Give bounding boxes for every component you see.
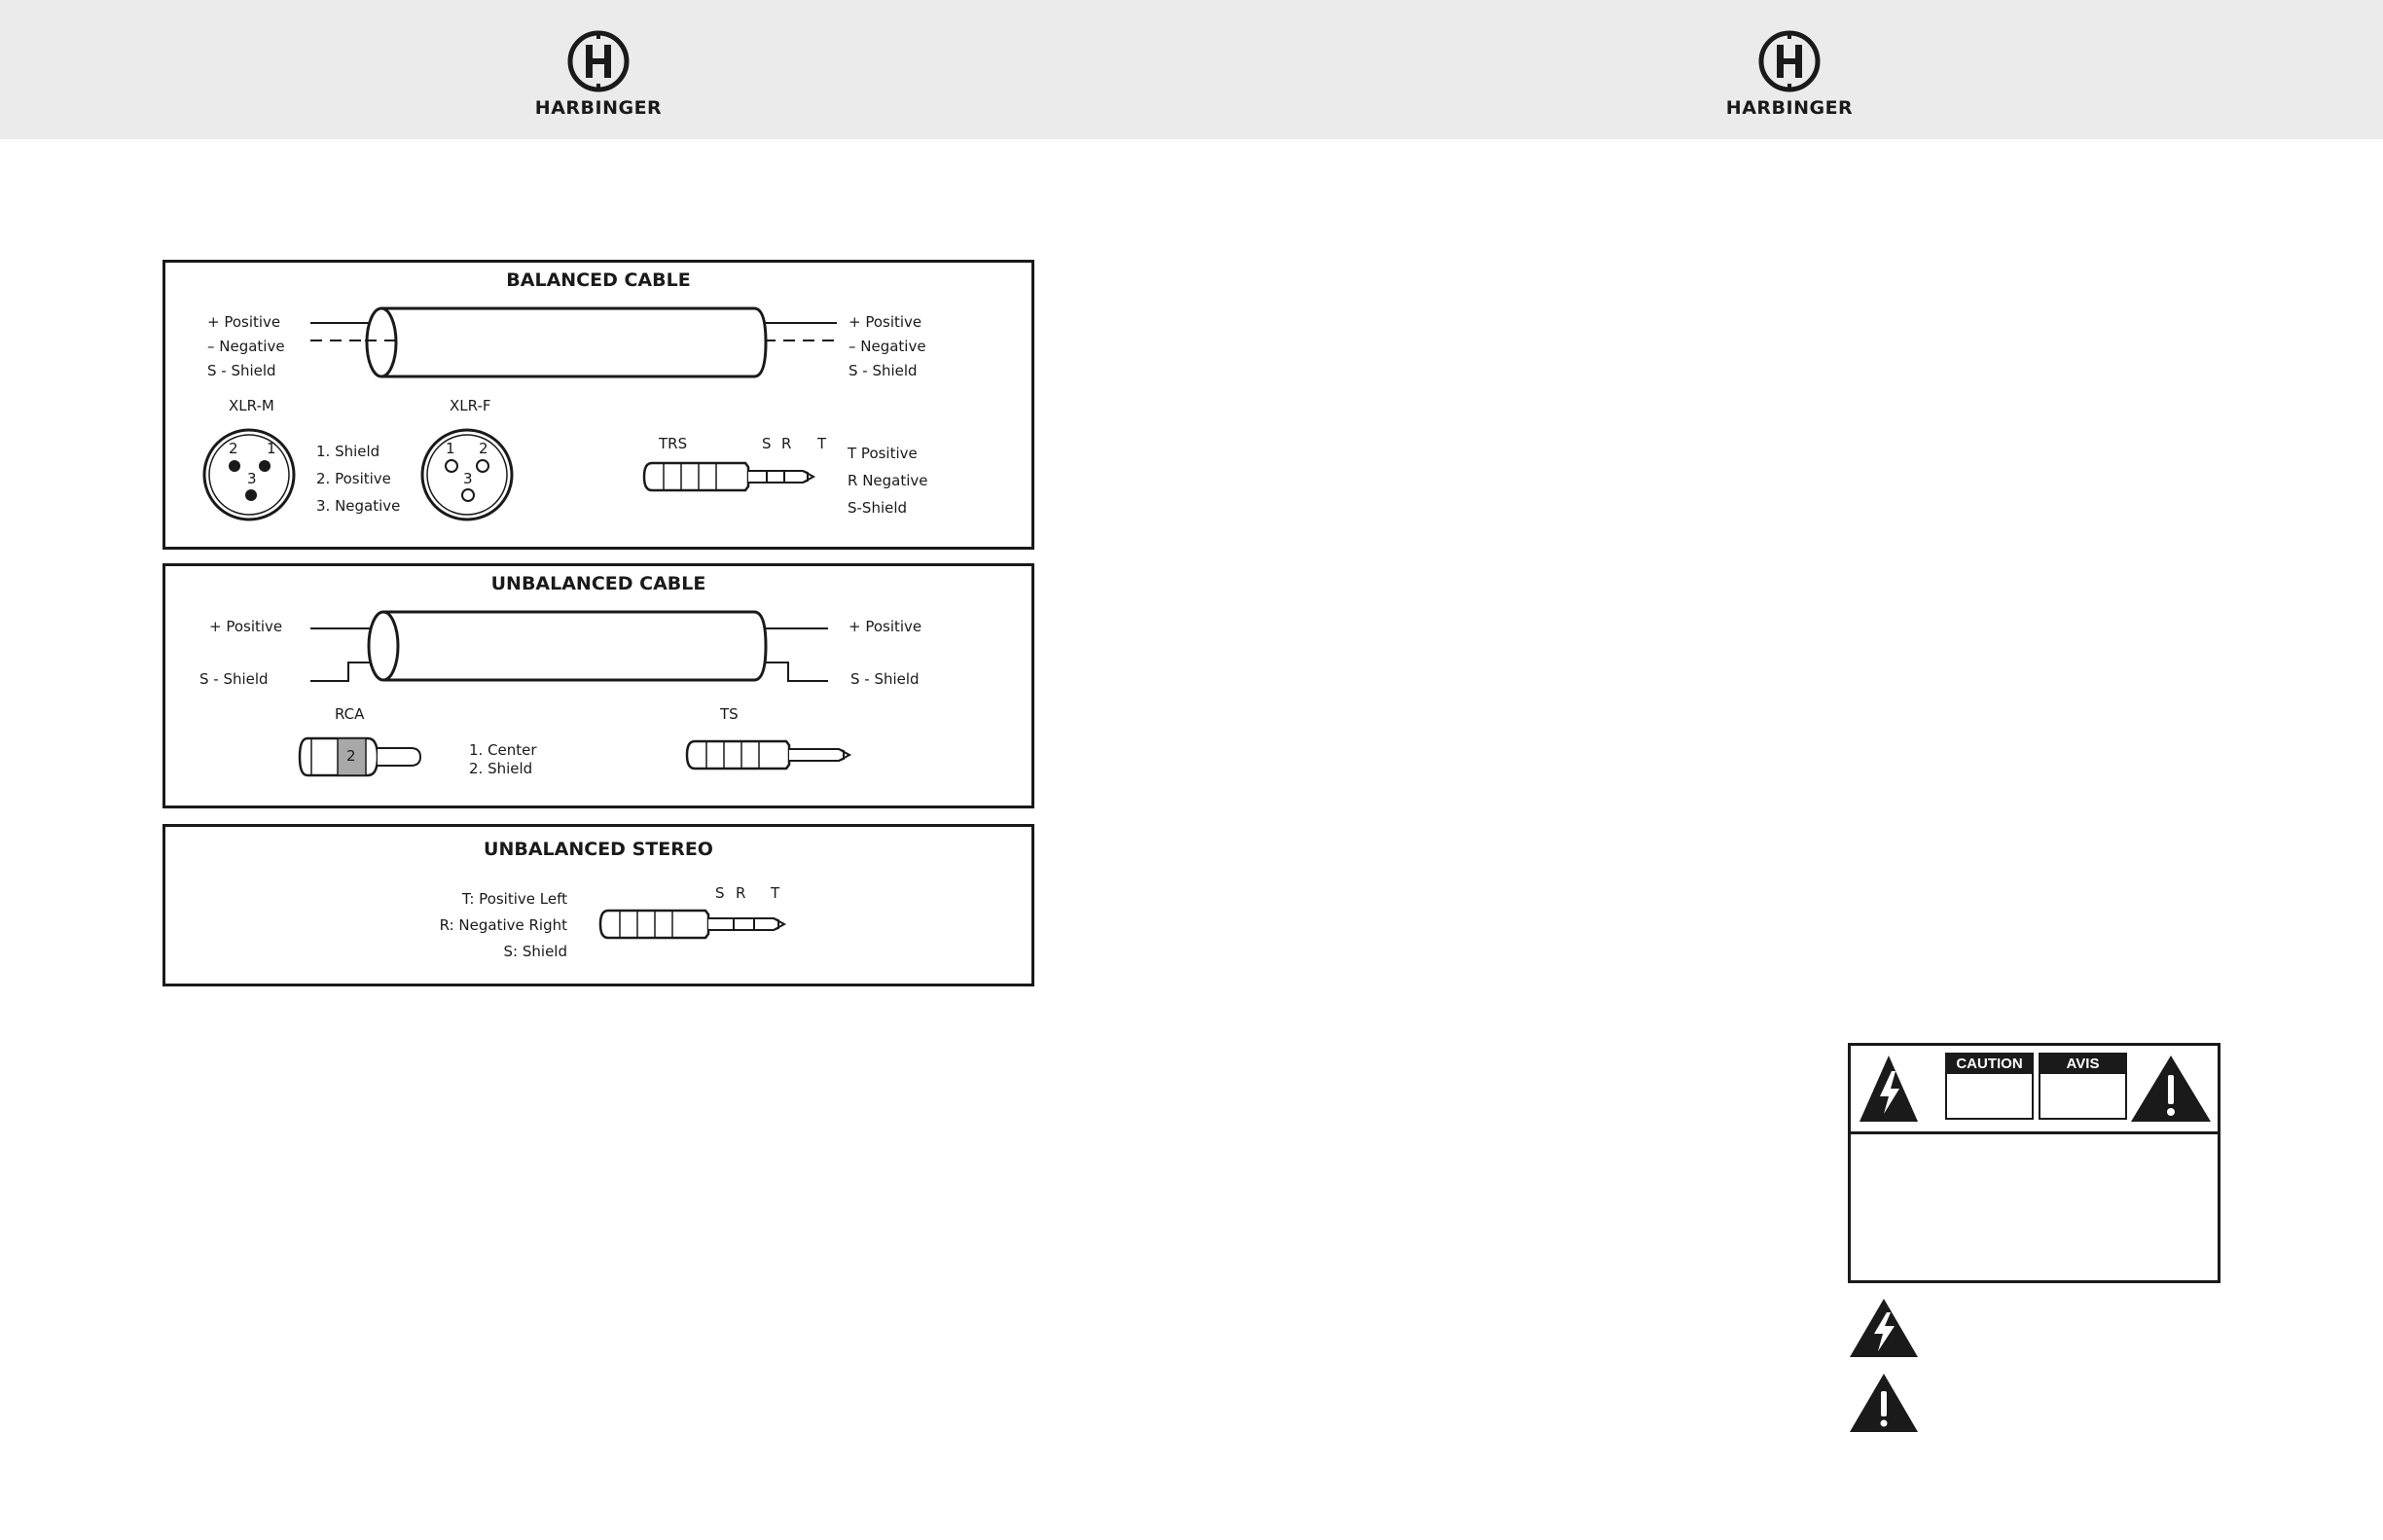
caution-tag: [1945, 1053, 2034, 1120]
pin-number: 1: [446, 440, 455, 457]
caution-divider: [1851, 1131, 2218, 1134]
avis-tag: [2039, 1053, 2127, 1120]
trs-r-label: R: [781, 435, 792, 452]
rca-band-number: 2: [346, 747, 356, 765]
wire-label: – Negative: [207, 338, 285, 355]
pin-number: 2: [479, 440, 488, 457]
unbalanced-cable-panel: [162, 563, 1034, 808]
unbalanced-stereo-panel: [162, 824, 1034, 986]
xlr-m-label: XLR-M: [229, 397, 274, 414]
wire-label: S - Shield: [207, 362, 276, 379]
wire-label: + Positive: [848, 618, 922, 635]
stereo-legend-item: S: Shield: [503, 943, 567, 960]
harbinger-logo-icon: [1757, 29, 1822, 93]
rca-legend-item: 2. Shield: [469, 760, 533, 777]
trs-legend-item: R Negative: [848, 472, 928, 489]
caution-box: [1848, 1043, 2221, 1283]
lightning-triangle-icon: [1848, 1297, 1920, 1359]
pin-number: 3: [463, 470, 473, 487]
logo-right: [1721, 29, 1858, 119]
xlr-legend-item: 3. Negative: [316, 497, 401, 515]
stereo-plug-diagram: [165, 827, 1037, 989]
trs-legend-item: T Positive: [848, 445, 918, 462]
stereo-r-label: R: [736, 884, 746, 902]
trs-legend-item: S-Shield: [848, 499, 908, 517]
stereo-legend-item: T: Positive Left: [461, 890, 567, 908]
logo-left: [530, 29, 667, 119]
stereo-t-label: T: [771, 884, 780, 902]
harbinger-logo-icon: [566, 29, 631, 93]
trs-t-label: T: [817, 435, 827, 452]
trs-s-label: S: [762, 435, 772, 452]
page-header: [0, 0, 2383, 139]
wire-label: S - Shield: [848, 362, 918, 379]
panel-title: UNBALANCED CABLE: [490, 573, 706, 594]
xlr-legend-item: 2. Positive: [316, 470, 391, 487]
wire-label: + Positive: [209, 618, 283, 635]
exclamation-triangle-icon: [2129, 1054, 2213, 1124]
pin-number: 3: [247, 470, 257, 487]
xlr-f-label: XLR-F: [450, 397, 491, 414]
balanced-cable-panel: [162, 260, 1034, 550]
xlr-legend-item: 1. Shield: [316, 443, 380, 460]
rca-label: RCA: [335, 705, 365, 723]
stereo-legend-item: R: Negative Right: [439, 916, 567, 934]
caution-tag-label: CAUTION: [1947, 1055, 2032, 1074]
stereo-s-label: S: [715, 884, 725, 902]
wire-label: S - Shield: [199, 670, 269, 688]
rca-legend-item: 1. Center: [469, 741, 537, 759]
trs-label: TRS: [659, 435, 688, 452]
exclamation-triangle-icon: [1848, 1372, 1920, 1434]
wire-label: S - Shield: [850, 670, 920, 688]
brand-name: HARBINGER: [1725, 97, 1854, 119]
wire-label: – Negative: [848, 338, 926, 355]
avis-tag-label: AVIS: [2040, 1055, 2125, 1074]
panel-title: BALANCED CABLE: [506, 269, 691, 291]
unbalanced-cable-diagram: [165, 566, 1037, 811]
pin-number: 1: [267, 440, 276, 457]
brand-name: HARBINGER: [534, 97, 663, 119]
wire-label: + Positive: [207, 313, 281, 331]
pin-number: 2: [229, 440, 238, 457]
wire-label: + Positive: [848, 313, 922, 331]
lightning-triangle-icon: [1859, 1054, 1919, 1124]
ts-label: TS: [720, 705, 739, 723]
panel-title: UNBALANCED STEREO: [484, 839, 713, 860]
